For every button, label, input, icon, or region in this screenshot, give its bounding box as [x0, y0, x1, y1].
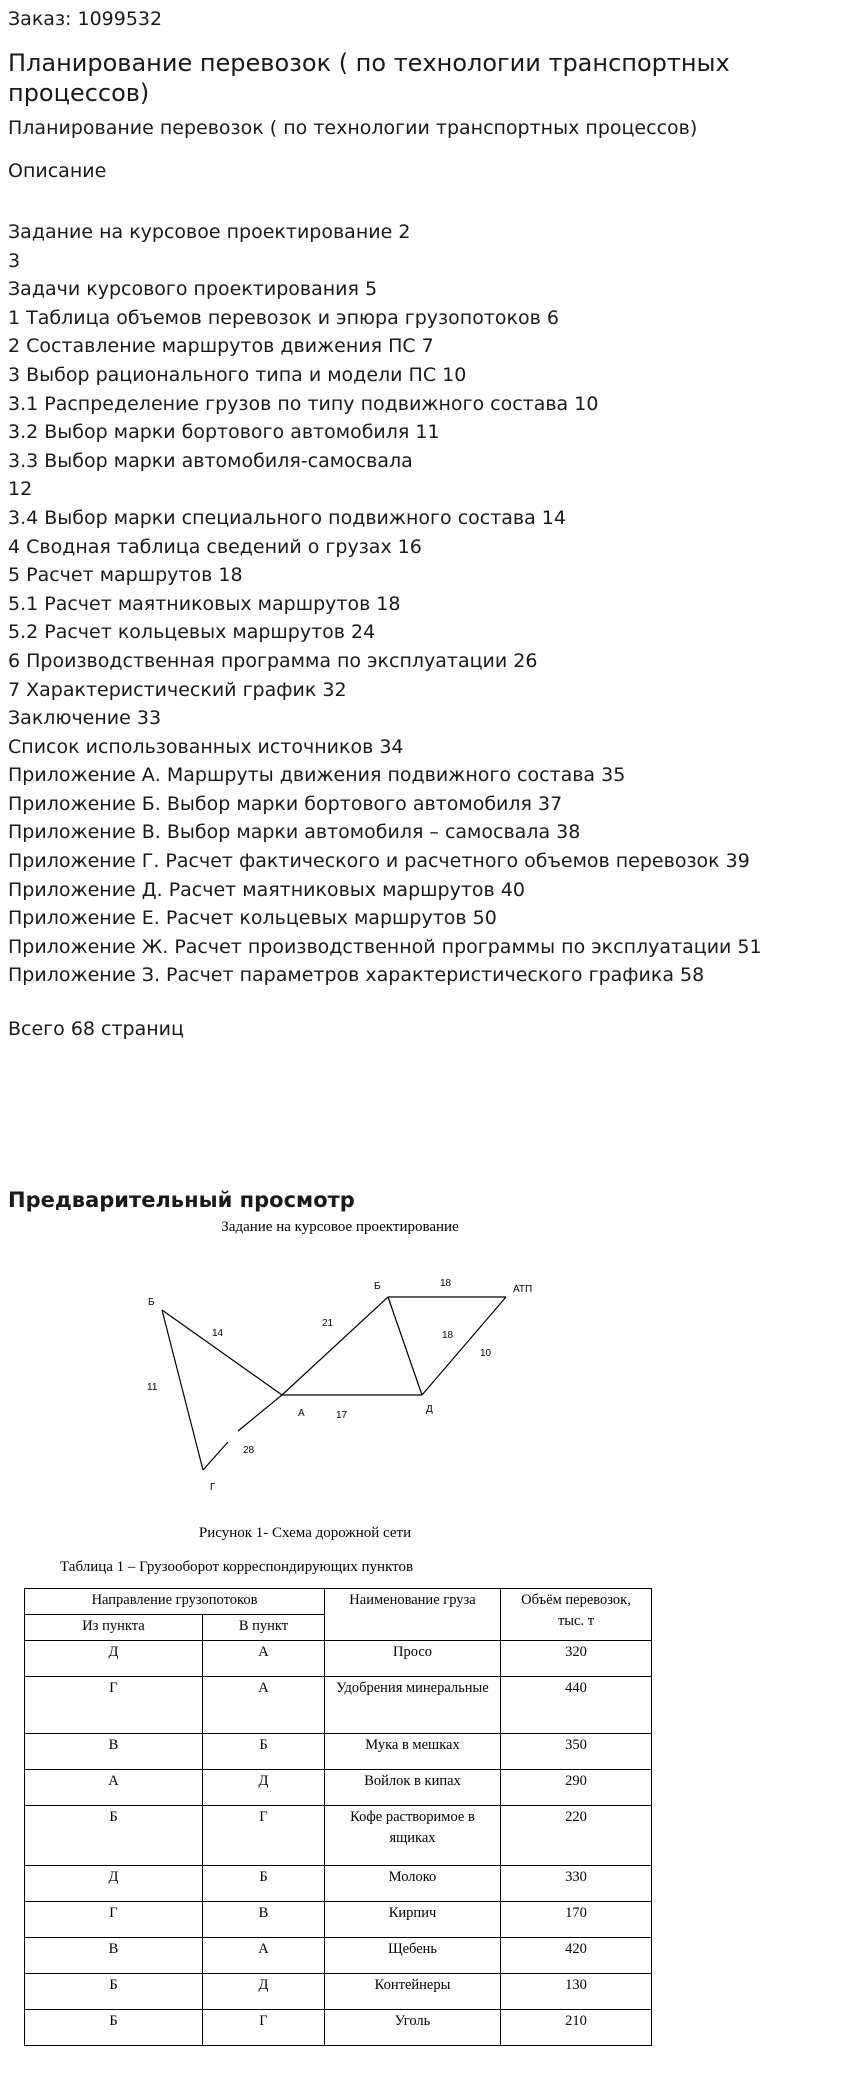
toc-item: 1 Таблица объемов перевозок и эпюра грузопотоков 6 [8, 306, 559, 329]
header-to: В пункт [203, 1615, 325, 1641]
header-from: Из пункта [25, 1615, 203, 1641]
cell-cargo: Удобрения минеральные [325, 1677, 501, 1734]
preview-heading: Предварительный просмотр [8, 1188, 355, 1212]
table-row [25, 1677, 652, 1734]
toc-item: 5.1 Расчет маятниковых маршрутов 18 [8, 592, 401, 615]
cell-cargo: Щебень [325, 1938, 501, 1974]
cell-volume: 290 [501, 1770, 652, 1806]
task-title: Задание на курсовое проектирование [221, 1219, 459, 1235]
cell-from: Б [25, 2010, 203, 2046]
freight-table [24, 1588, 652, 2046]
page-subtitle: Планирование перевозок ( по технологии транспортных процессов) [8, 117, 698, 139]
cell-volume: 130 [501, 1974, 652, 2010]
page-title: Планирование перевозок ( по технологии транспортных процессов) [8, 49, 730, 107]
toc-item: Приложение Г. Расчет фактического и расчетного объемов перевозок 39 [8, 850, 750, 873]
toc-item: 3.1 Распределение грузов по типу подвижного состава 10 [8, 392, 599, 415]
cell-to: А [203, 1641, 325, 1677]
cell-to: Г [203, 2010, 325, 2046]
table-row [25, 1770, 652, 1806]
cell-volume: 170 [501, 1902, 652, 1938]
cell-cargo: Молоко [325, 1866, 501, 1902]
order-number: Заказ: 1099532 [8, 8, 163, 30]
toc-item: Задачи курсового проектирования 5 [8, 278, 378, 301]
table-row [25, 1806, 652, 1866]
cell-to: Г [203, 1806, 325, 1866]
road-network-diagram [130, 1265, 550, 1490]
cell-volume: 320 [501, 1641, 652, 1677]
header-volume-line2: тыс. т [557, 1613, 595, 1629]
toc-item: 7 Характеристический график 32 [8, 678, 347, 701]
toc-item: Приложение А. Маршруты движения подвижного состава 35 [8, 764, 626, 787]
header-direction: Направление грузопотоков [25, 1589, 325, 1615]
cell-to: Б [203, 1866, 325, 1902]
toc-item: Приложение В. Выбор марки автомобиля – самосвала 38 [8, 821, 581, 844]
edge-distance-label: 10 [480, 1348, 492, 1359]
toc-item: 4 Сводная таблица сведений о грузах 16 [8, 535, 422, 558]
cell-cargo: Кофе растворимое в ящиках [325, 1806, 501, 1866]
edge-distance-label: 28 [243, 1445, 255, 1456]
toc-item: 6 Производственная программа по эксплуатации 26 [8, 649, 538, 672]
node-label: А [298, 1408, 305, 1419]
table-row [25, 1734, 652, 1770]
toc-item: 2 Составление маршрутов движения ПС 7 [8, 335, 434, 358]
cell-cargo: Просо [325, 1641, 501, 1677]
table-row [25, 1938, 652, 1974]
toc-item: 3.3 Выбор марки автомобиля-самосвала [8, 449, 413, 472]
header-volume-line1: Объём перевозок, [521, 1592, 631, 1608]
cell-from: Г [25, 1677, 203, 1734]
node-label: АТП [513, 1284, 533, 1295]
cell-from: Г [25, 1902, 203, 1938]
cell-to: Б [203, 1734, 325, 1770]
toc-item: 5 Расчет маршрутов 18 [8, 564, 243, 587]
cell-volume: 220 [501, 1806, 652, 1866]
toc-item: 12 [8, 478, 33, 501]
table-row [25, 1641, 652, 1677]
toc-item: Приложение Е. Расчет кольцевых маршрутов 50 [8, 907, 497, 930]
table-row [25, 1974, 652, 2010]
cell-cargo: Войлок в кипах [325, 1770, 501, 1806]
toc-item: Список использованных источников 34 [8, 735, 404, 758]
edge-distance-label: 21 [322, 1318, 334, 1329]
road-d-atp [422, 1297, 506, 1395]
edge-distance-label: 18 [442, 1330, 454, 1341]
toc-item: 3 Выбор рационального типа и модели ПС 10 [8, 363, 467, 386]
toc-item: Приложение Ж. Расчет производственной программы по эксплуатации 51 [8, 935, 762, 958]
cell-volume: 440 [501, 1677, 652, 1734]
cell-cargo: Уголь [325, 2010, 501, 2046]
cell-to: Д [203, 1770, 325, 1806]
road-b-d [388, 1297, 422, 1395]
cell-volume: 330 [501, 1866, 652, 1902]
header-volume [501, 1589, 652, 1641]
cell-to: А [203, 1938, 325, 1974]
toc-item: 3 [8, 249, 21, 272]
edge-distance-label: 11 [147, 1382, 158, 1393]
header-cargo: Наименование груза [325, 1589, 501, 1641]
cell-cargo: Мука в мешках [325, 1734, 501, 1770]
total-pages: Всего 68 страниц [8, 1018, 184, 1040]
node-label: Г [210, 1482, 216, 1490]
road-g-a-lower [203, 1442, 228, 1470]
table-row [25, 2010, 652, 2046]
toc-item: 3.4 Выбор марки специального подвижного состава 14 [8, 506, 566, 529]
table-row [25, 1866, 652, 1902]
toc-item: Приложение Б. Выбор марки бортового автомобиля 37 [8, 792, 563, 815]
cell-from: Б [25, 1806, 203, 1866]
toc-item: Приложение Д. Расчет маятниковых маршрутов 40 [8, 878, 525, 901]
cell-from: В [25, 1938, 203, 1974]
node-label: Б [148, 1297, 155, 1308]
edge-distance-label: 14 [212, 1328, 224, 1339]
cell-to: А [203, 1677, 325, 1734]
cell-from: А [25, 1770, 203, 1806]
toc-item: 3.2 Выбор марки бортового автомобиля 11 [8, 421, 440, 444]
cell-volume: 210 [501, 2010, 652, 2046]
table-of-contents [8, 218, 838, 990]
cell-volume: 350 [501, 1734, 652, 1770]
cell-cargo: Контейнеры [325, 1974, 501, 2010]
description-heading: Описание [8, 160, 107, 182]
cell-volume: 420 [501, 1938, 652, 1974]
figure-caption: Рисунок 1- Схема дорожной сети [198, 1525, 412, 1541]
cell-from: Б [25, 1974, 203, 2010]
cell-from: Д [25, 1866, 203, 1902]
toc-item: Приложение З. Расчет параметров характеристического графика 58 [8, 964, 705, 987]
toc-item: Заключение 33 [8, 707, 162, 730]
node-label: Б [374, 1281, 381, 1292]
toc-item: 5.2 Расчет кольцевых маршрутов 24 [8, 621, 376, 644]
cell-to: В [203, 1902, 325, 1938]
cell-from: В [25, 1734, 203, 1770]
table-caption: Таблица 1 – Грузооборот корреспондирующих пунктов [60, 1559, 414, 1575]
node-label: Д [426, 1404, 433, 1415]
cell-from: Д [25, 1641, 203, 1677]
road-g-a-upper [238, 1395, 282, 1431]
edge-distance-label: 18 [440, 1278, 452, 1289]
road-a-b [282, 1297, 388, 1395]
toc-item: Задание на курсовое проектирование 2 [8, 221, 411, 243]
table-row [25, 1902, 652, 1938]
cell-cargo: Кирпич [325, 1902, 501, 1938]
edge-distance-label: 17 [336, 1410, 348, 1421]
cell-to: Д [203, 1974, 325, 2010]
